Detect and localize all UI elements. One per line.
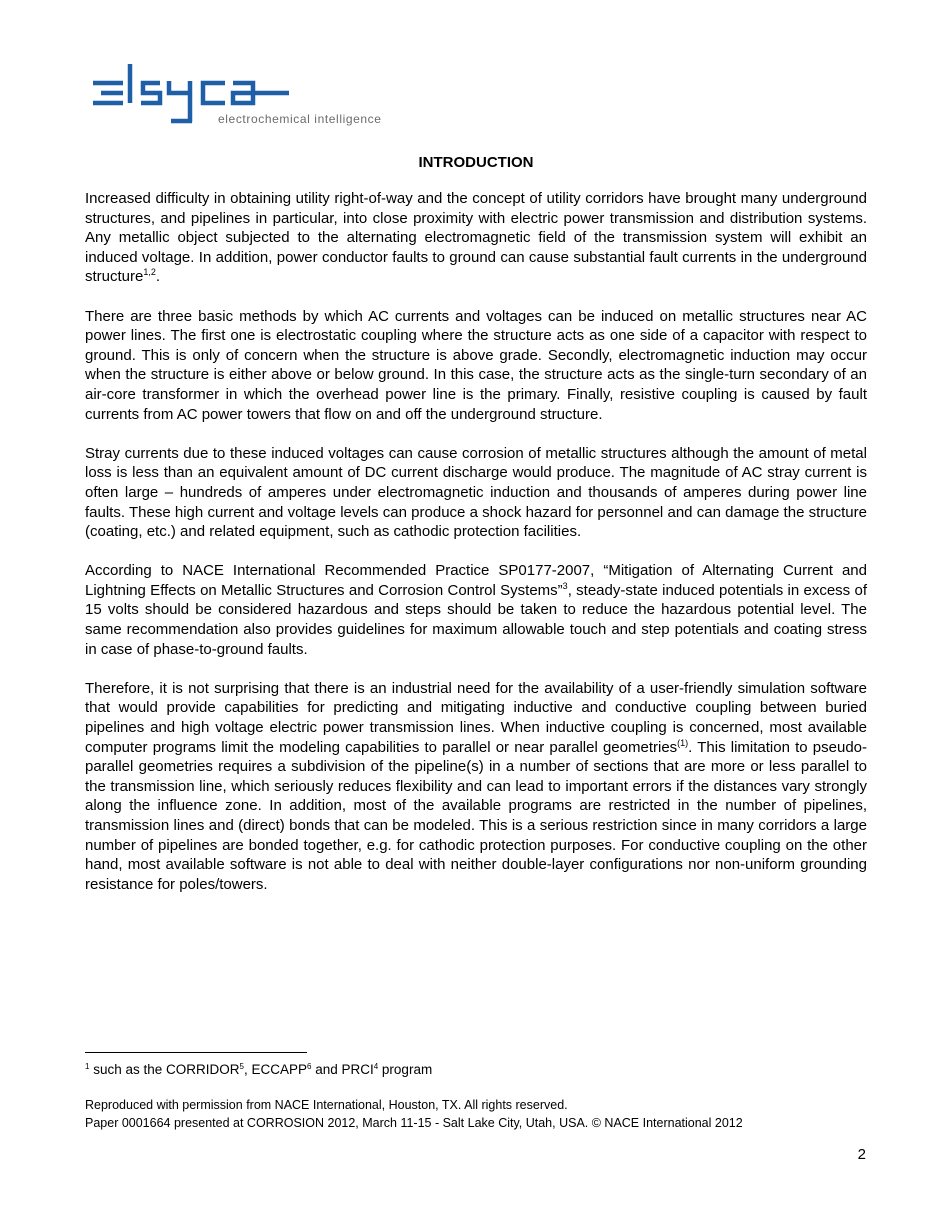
footnote-text: program [378,1062,433,1077]
citation-superscript: 1,2 [143,267,156,278]
citation-superscript: 5 [239,1062,244,1071]
paragraph-4 [85,561,867,659]
footnote-text: , ECCAPP [243,1062,307,1077]
footnote-text: and PRCI [311,1062,374,1077]
section-heading: INTRODUCTION [418,154,534,171]
paragraph-text: , steady-state induced potentials in excess of 15 volts should be considered hazardous and steps should be taken to reduce the hazardous potential level. The same recommendation also provides guidelines for maximum allowable touch and step potentials and coating stress in case of phase-to-ground faults. [85,581,867,658]
page-number: 2 [857,1146,866,1163]
copyright-line-1: Reproduced with permission from NACE International, Houston, TX. All rights reserved. [85,1098,568,1112]
paragraph-text: . [155,268,161,286]
footnote [85,1061,432,1078]
paragraph-text: According to NACE International Recommended Practice SP0177-2007, “Mitigation of Alternating Current and Lightning Effects on Metallic Structures and Corrosion Control Systems” [85,562,867,599]
paragraph-text: Therefore, it is not surprising that there is an industrial need for the availability of a user-friendly simulation software that would provide capabilities for predicting and mitigating inductive and conductive coupling between buried pipelines and high voltage electric power transmission lines. When inductive coupling is concerned, most available computer programs limit the modeling capabilities to parallel or near parallel geometries [85,679,867,756]
copyright-line-2: Paper 0001664 presented at CORROSION 2012, March 11-15 - Salt Lake City, Utah, USA. © NACE International 2012 [85,1116,743,1130]
logo-tagline: electrochemical intelligence [218,112,382,126]
citation-superscript: 3 [562,580,568,591]
copyright-notice [85,1096,743,1132]
citation-superscript: 6 [306,1062,312,1071]
paragraph-5 [85,679,867,895]
main-content [85,153,867,914]
elsyca-logo [93,62,403,128]
footnote-marker: 1 [85,1062,90,1071]
paragraph-3: Stray currents due to these induced voltages can cause corrosion of metallic structures although the amount of metal loss is less than an equivalent amount of DC current discharge would produce. The magnitude of AC stray current is often large – hundreds of amperes under electromagnetic induction and thousands of amperes during power line faults. These high current and voltage levels can produce a shock hazard for personnel and can damage the structure (coating, etc.) and related equipment, such as cathodic protection facilities. [85,444,867,541]
citation-superscript: 4 [373,1062,379,1071]
paragraph-text: . This limitation to pseudo-parallel geometries requires a subdivision of the pipeline(s) in a number of sections that are more or less parallel to the transmission line, which seriously reduces flexibility and can lead to important errors if the distances vary strongly along the influence zone. In addition, most of the available programs are restricted in the number of pipelines, transmission lines and (direct) bonds that can be modeled. This is a serious restriction since in many corridors a large number of pipelines are bonded together, e.g. for cathodic protection purposes. For conductive coupling on the other hand, most available software is not able to deal with neither double-layer configurations nor non-uniform grounding resistance for poles/towers. [85,738,867,893]
footnote-text: such as the CORRIDOR [89,1062,240,1077]
footnote-divider [85,1052,307,1053]
paragraph-text: Increased difficulty in obtaining utility right-of-way and the concept of utility corridors have brought many underground structures, and pipelines in particular, into close proximity with electric power transmission and distribution systems. Any metallic object subjected to the alternating electromagnetic field of the transmission system will exhibit an induced voltage. In addition, power conductor faults to ground can cause substantial fault currents in the underground structure [85,190,867,286]
paragraph-2: There are three basic methods by which AC currents and voltages can be induced on metallic structures near AC power lines. The first one is electrostatic coupling where the structure acts as one side of a capacitor with respect to ground. This is only of concern when the structure is above grade. Secondly, electromagnetic induction may occur when the structure is either above or below ground. In this case, the structure acts as the single-turn secondary of an air-core transformer in which the overhead power line is the primary. Finally, resistive coupling is caused by fault currents from AC power towers that flow on and off the underground structure. [85,307,867,423]
paragraph-1 [85,189,867,287]
footnote-reference: (1) [677,737,689,748]
